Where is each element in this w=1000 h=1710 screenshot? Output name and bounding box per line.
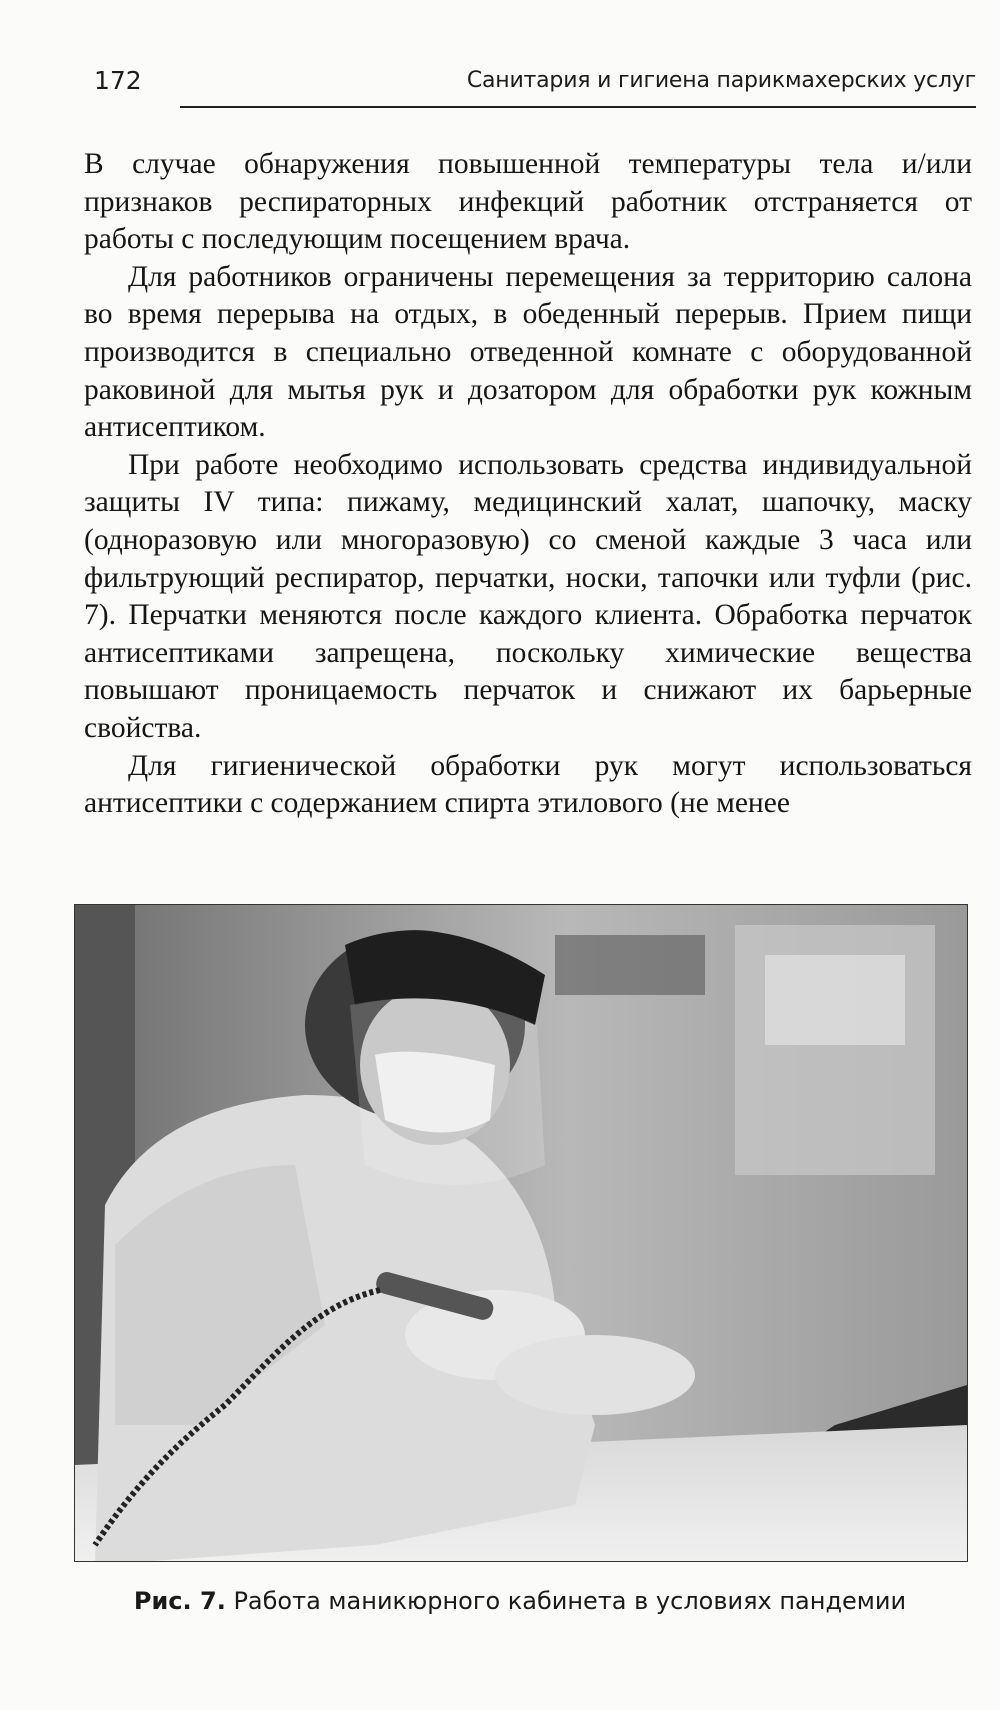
paragraph: Для гигиенической обработки рук могут использоваться антисептики с содержанием спирта этилового (не менее <box>84 749 972 820</box>
figure-caption-text: Работа маникюрного кабинета в условиях пандемии <box>233 1587 907 1615</box>
header-rule <box>180 106 976 108</box>
paragraph: В случае обнаружения повышенной температуры тела и/или признаков респираторных инфекций работник отстраняется от работы с последующим посещением врача. <box>84 148 972 256</box>
body-text <box>84 146 972 823</box>
running-title: Санитария и гигиена парикмахерских услуг <box>466 68 976 93</box>
figure-label: Рис. 7. <box>133 1587 226 1615</box>
paragraph: При работе необходимо использовать средства индивидуальной защиты IV типа: пижаму, медицинский халат, шапочку, маску (одноразовую или многоразовую) со сменой каждые 3 часа или фильтрующий респиратор, перчатки, носки, тапочки или туфли (рис. 7). Перчатки меняются после каждого клиента. Обработка перчаток антисептиками запрещена, поскольку химические вещества повышают проницаемость перчаток и снижают их барьерные свойства. <box>84 448 972 744</box>
page-header <box>84 66 976 106</box>
manicure-photo-illustration <box>75 905 967 1561</box>
figure-caption <box>74 1587 966 1615</box>
page-number: 172 <box>94 66 142 95</box>
figure-photo <box>74 904 968 1562</box>
paragraph: Для работников ограничены перемещения за территорию салона во время перерыва на отдых, в обеденный перерыв. Прием пищи производится в специально отведенной комнате с оборудованной раковиной для мытья рук и дозатором для обработки рук кожным антисептиком. <box>84 260 972 444</box>
